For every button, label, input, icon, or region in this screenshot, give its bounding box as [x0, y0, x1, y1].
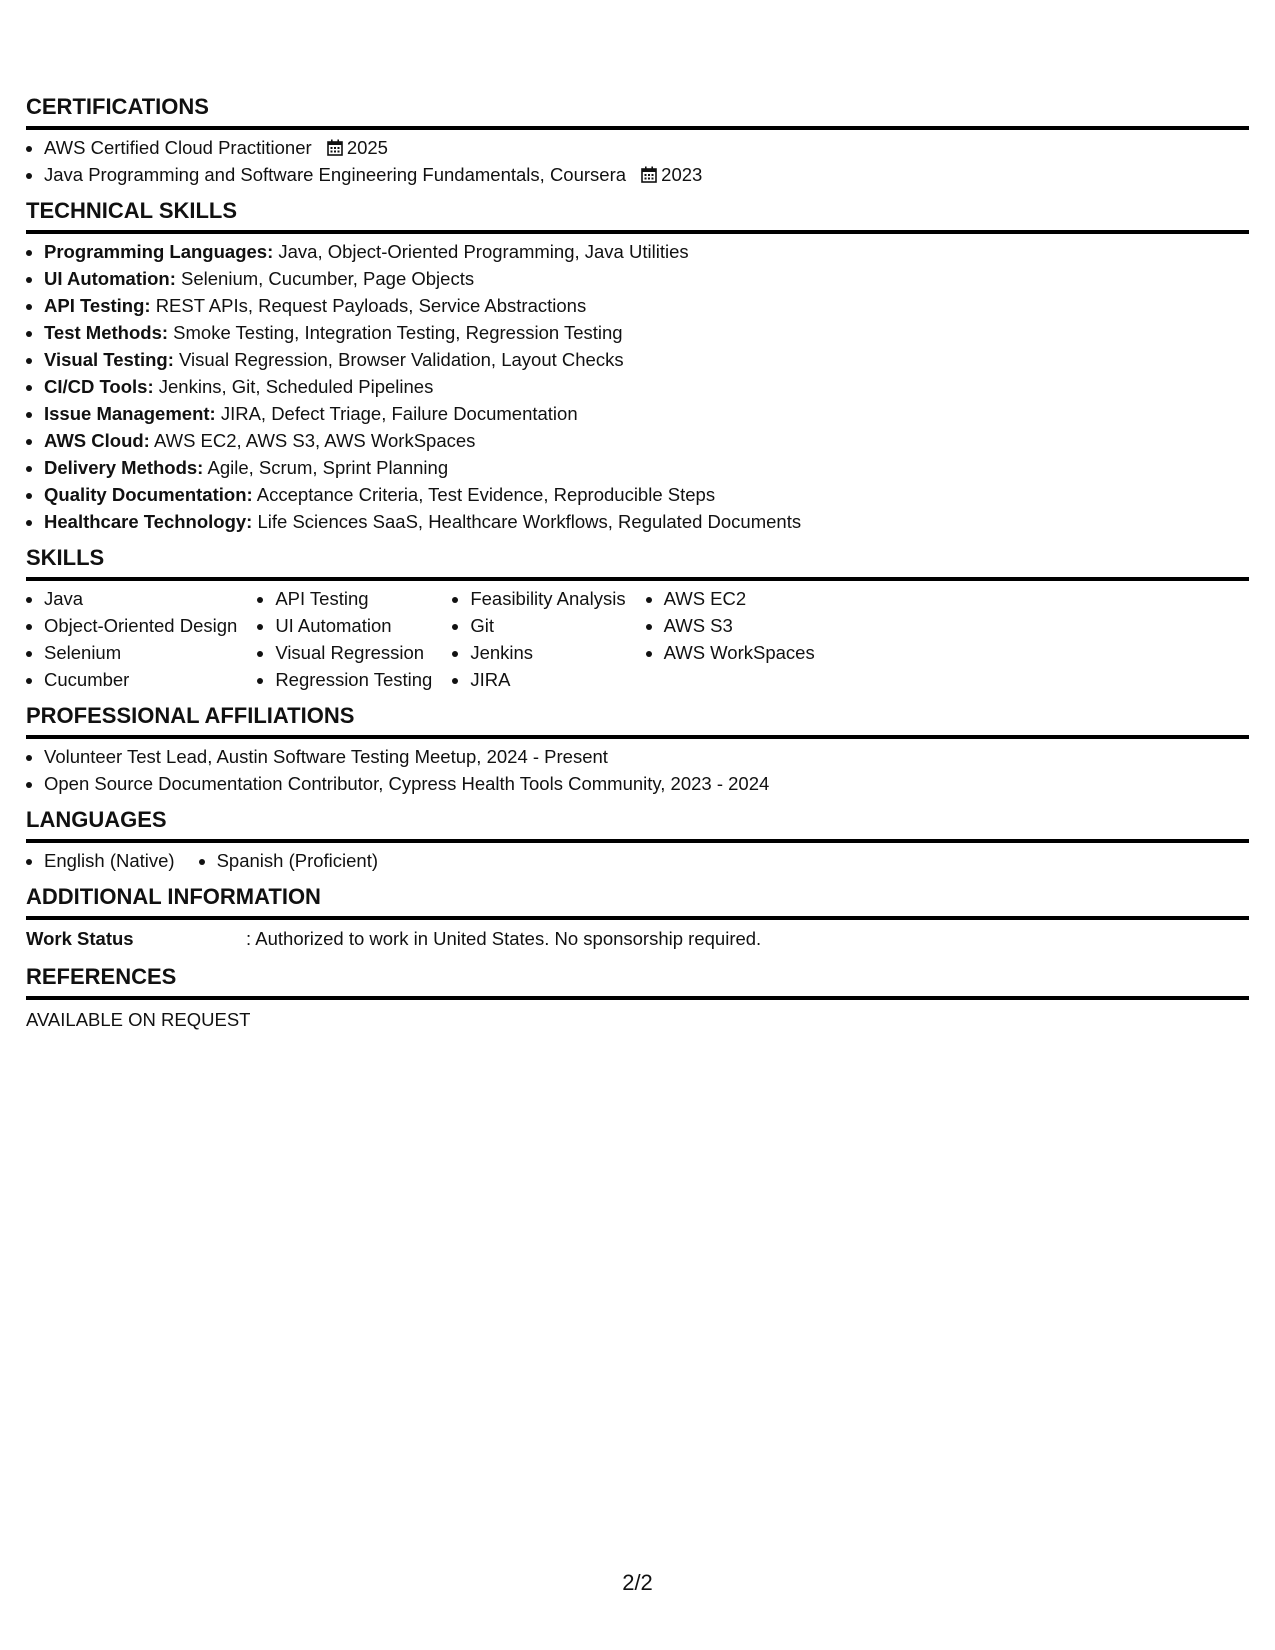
list-item [44, 481, 1249, 508]
certification-year: 2025 [346, 137, 388, 158]
list-item: • AWS EC2 [664, 585, 815, 612]
work-status-row [26, 924, 1249, 954]
skills-column-3 [452, 585, 625, 693]
skill-values: AWS EC2, AWS S3, AWS WorkSpaces [153, 430, 476, 451]
languages-heading: LANGUAGES [26, 807, 1249, 843]
list-item: • AWS WorkSpaces [664, 639, 815, 666]
languages-list [26, 847, 1249, 874]
affiliations-section [26, 703, 1249, 797]
skill-values: Smoke Testing, Integration Testing, Regression Testing [173, 322, 623, 343]
additional-info-section [26, 884, 1249, 954]
list-item [44, 292, 1249, 319]
skill-category: Visual Testing: [44, 349, 174, 370]
skill-values: Java, Object-Oriented Programming, Java Utilities [278, 241, 689, 262]
list-item [44, 134, 1249, 161]
references-heading: REFERENCES [26, 964, 1249, 1000]
list-item [44, 454, 1249, 481]
skills-section [26, 545, 1249, 693]
references-text: AVAILABLE ON REQUEST [26, 1009, 251, 1030]
list-item: • Regression Testing [275, 666, 432, 693]
list-item: • JIRA [470, 666, 625, 693]
list-item: • Selenium [44, 639, 237, 666]
calendar-icon [327, 139, 343, 156]
skill-values: Selenium, Cucumber, Page Objects [181, 268, 475, 289]
list-item [44, 319, 1249, 346]
list-item: • Feasibility Analysis [470, 585, 625, 612]
list-item [44, 346, 1249, 373]
skill-values: Agile, Scrum, Sprint Planning [207, 457, 449, 478]
page-number: 2/2 [622, 1570, 653, 1595]
skill-category: Programming Languages: [44, 241, 274, 262]
list-item: • Volunteer Test Lead, Austin Software Testing Meetup, 2024 - Present [44, 743, 1249, 770]
list-item: • AWS S3 [664, 612, 815, 639]
skill-values: Visual Regression, Browser Validation, Layout Checks [179, 349, 624, 370]
affiliations-heading: PROFESSIONAL AFFILIATIONS [26, 703, 1249, 739]
skill-category: Delivery Methods: [44, 457, 204, 478]
languages-section [26, 807, 1249, 874]
skill-category: CI/CD Tools: [44, 376, 154, 397]
list-item [44, 427, 1249, 454]
skills-column-4 [646, 585, 815, 693]
skills-columns [26, 585, 1249, 693]
skill-values: REST APIs, Request Payloads, Service Abstractions [155, 295, 587, 316]
list-item: • English (Native) [44, 847, 175, 874]
skill-category: Quality Documentation: [44, 484, 253, 505]
list-item: • API Testing [275, 585, 432, 612]
list-item [44, 508, 1249, 535]
list-item: • UI Automation [275, 612, 432, 639]
skill-category: Issue Management: [44, 403, 216, 424]
certification-year: 2023 [661, 164, 703, 185]
list-item [44, 373, 1249, 400]
certifications-section [26, 94, 1249, 188]
list-item: • Visual Regression [275, 639, 432, 666]
work-status-label: Work Status [26, 928, 134, 949]
certification-name: AWS Certified Cloud Practitioner [44, 137, 312, 158]
references-section [26, 964, 1249, 1036]
list-item [44, 238, 1249, 265]
skills-heading: SKILLS [26, 545, 1249, 581]
list-item: • Open Source Documentation Contributor, Cypress Health Tools Community, 2023 - 2024 [44, 770, 1249, 797]
skill-category: Healthcare Technology: [44, 511, 253, 532]
skills-column-1 [26, 585, 237, 693]
skill-values: Acceptance Criteria, Test Evidence, Reproducible Steps [256, 484, 716, 505]
skill-values: Jenkins, Git, Scheduled Pipelines [158, 376, 434, 397]
technical-skills-section [26, 198, 1249, 535]
resume-page [26, 94, 1249, 1046]
certifications-heading: CERTIFICATIONS [26, 94, 1249, 130]
technical-skills-heading: TECHNICAL SKILLS [26, 198, 1249, 234]
calendar-icon [641, 166, 657, 183]
skill-category: UI Automation: [44, 268, 176, 289]
skill-category: API Testing: [44, 295, 151, 316]
skills-column-2 [257, 585, 432, 693]
certifications-list [26, 134, 1249, 188]
skill-values: JIRA, Defect Triage, Failure Documentation [220, 403, 578, 424]
list-item: • Spanish (Proficient) [217, 847, 378, 874]
list-item [44, 161, 1249, 188]
list-item: • Object-Oriented Design [44, 612, 237, 639]
list-item [44, 400, 1249, 427]
list-item: • Git [470, 612, 625, 639]
list-item: • Cucumber [44, 666, 237, 693]
additional-info-heading: ADDITIONAL INFORMATION [26, 884, 1249, 920]
skill-values: Life Sciences SaaS, Healthcare Workflows, Regulated Documents [257, 511, 802, 532]
affiliations-list [26, 743, 1249, 797]
skill-category: AWS Cloud: [44, 430, 150, 451]
list-item: • Jenkins [470, 639, 625, 666]
certification-name: Java Programming and Software Engineering Fundamentals, Coursera [44, 164, 627, 185]
technical-skills-list [26, 238, 1249, 535]
list-item [44, 265, 1249, 292]
list-item: • Java [44, 585, 237, 612]
work-status-value: : Authorized to work in United States. No sponsorship required. [246, 928, 762, 949]
skill-category: Test Methods: [44, 322, 169, 343]
